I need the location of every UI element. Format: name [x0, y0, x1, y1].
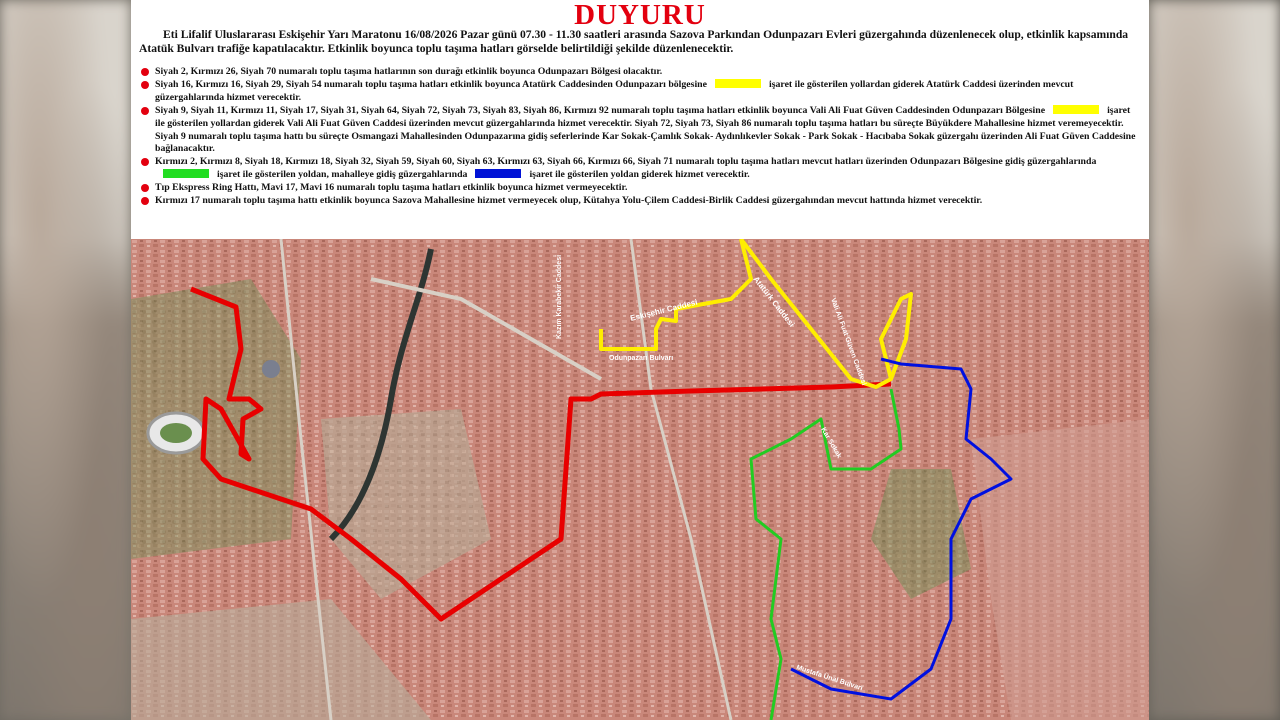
note-text: işaret ile gösterilen yollardan giderek Atatürk Caddesi üzerinden mevcut güzergahlarında hizmet verecektir.	[155, 78, 1074, 103]
street-label-odunpazari: Odunpazarı Bulvarı	[609, 355, 674, 362]
intro-paragraph: Eti Lifalif Uluslararası Eskişehir Yarı Maratonu 16/08/2026 Pazar günü 07.30 - 11.30 saatleri arasında Sazova Parkından Odunpazarı Evleri güzergahında düzenlenecek olup, etkinlik kapsamında Atatük Bulvarı trafiğe kapatılacaktır. Etkinlik boyunca toplu taşıma hatları görselde belirtildiği şekilde düzenlenecektir.	[139, 28, 1129, 56]
right-blur-background	[1149, 0, 1280, 720]
red-bullet-icon	[141, 197, 149, 205]
street-label-ataturk: Atatürk Caddesi	[751, 274, 797, 329]
note-text: işaret ile gösterilen yoldan, mahalleye gidiş güzergahlarında	[217, 169, 468, 181]
note-text: işaret ile gösterilen yoldan giderek hizmet verecektir.	[529, 169, 750, 181]
note-text: Tıp Ekspress Ring Hattı, Mavi 17, Mavi 16 numaralı toplu taşıma hatları etkinlik boyunca hizmet vermeyecektir.	[155, 182, 628, 194]
list-item	[141, 182, 1137, 195]
note-text: Kırmızı 17 numaralı toplu taşıma hattı etkinlik boyunca Sazova Mahallesine hizmet vermeyecek olup, Kütahya Yolu-Çilem Caddesi-Birlik Caddesi güzergahından mevcut hattında hizmet verecektir.	[155, 195, 983, 207]
list-item	[141, 79, 1137, 105]
route-map	[131, 239, 1149, 720]
red-bullet-icon	[141, 107, 149, 115]
note-text: Siyah 9, Siyah 11, Kırmızı 11, Siyah 17, Siyah 31, Siyah 64, Siyah 72, Siyah 73, Siyah 83, Siyah 86, Kırmızı 92 numaralı toplu taşıma hatları etkinlik boyunca Vali Ali Fuat Güven Caddesinden Odunpazarı Bölgesine	[155, 104, 1046, 116]
street-label-mustafa: Mustafa Ünal Bulvarı	[795, 664, 864, 693]
list-item	[141, 105, 1137, 157]
red-bullet-icon	[141, 68, 149, 76]
list-item	[141, 156, 1137, 182]
list-item	[141, 195, 1137, 208]
notes-list	[141, 66, 1137, 208]
street-label-yellow-right: Vali Ali Fuat Güven Caddesi	[829, 297, 868, 387]
list-item	[141, 66, 1137, 79]
street-label-yellow-left: Kazım Karabekir Caddesi	[556, 254, 563, 339]
dome-building	[262, 360, 280, 378]
blue-swatch-icon	[475, 169, 521, 178]
red-bullet-icon	[141, 158, 149, 166]
note-text: Siyah 16, Kırmızı 16, Siyah 29, Siyah 54 numaralı toplu taşıma hatları etkinlik boyunca Atatürk Caddesinden Odunpazarı bölgesine	[155, 78, 707, 90]
green-swatch-icon	[163, 169, 209, 178]
map-svg	[131, 239, 1149, 720]
yellow-swatch-icon	[715, 79, 761, 88]
note-text: işaret ile gösterilen yollardan giderek Vali Ali Fuat Güven Caddesi üzerinden mevcut güzergahlarında hizmet verecektir. Siyah 72, Siyah 73, Siyah 86 numaralı toplu taşıma hatları bu süreçte Büyükdere Mahallesine hizmet veremeyecektir. Siyah 9 numaralı toplu taşıma hattı bu süreçte Osmangazi Mahallesinden Odunpazarına gidiş seferlerinde Kar Sokak-Çamlık Sokak- Aydınlıkevler Sokak - Park Sokak - Hacıbaba Sokak güzergahı üzerinden Ali Fuat Güven Caddesine bağlanacaktır.	[155, 104, 1136, 155]
red-bullet-icon	[141, 184, 149, 192]
street-label-eskisehir: Eskişehir Caddesi	[629, 297, 699, 323]
left-blur-background	[0, 0, 131, 720]
note-text: Siyah 2, Kırmızı 26, Siyah 70 numaralı toplu taşıma hatlarının son durağı etkinlik boyunca Odunpazarı Bölgesi olacaktır.	[155, 66, 663, 77]
red-bullet-icon	[141, 81, 149, 89]
announcement-sheet	[131, 0, 1149, 720]
yellow-swatch-icon	[1053, 105, 1099, 114]
page-title: DUYURU	[574, 0, 706, 31]
street-label-green: Kar Sokak	[819, 426, 843, 460]
stadium-pitch	[160, 423, 192, 443]
note-text: Kırmızı 2, Kırmızı 8, Siyah 18, Kırmızı 18, Siyah 32, Siyah 59, Siyah 60, Siyah 63, Kırmızı 63, Siyah 66, Kırmızı 66, Siyah 71 numaralı toplu taşıma hatları mevcut hatları üzerinden Odunpazarı Bölgesine gidiş güzergahlarında	[155, 156, 1097, 168]
